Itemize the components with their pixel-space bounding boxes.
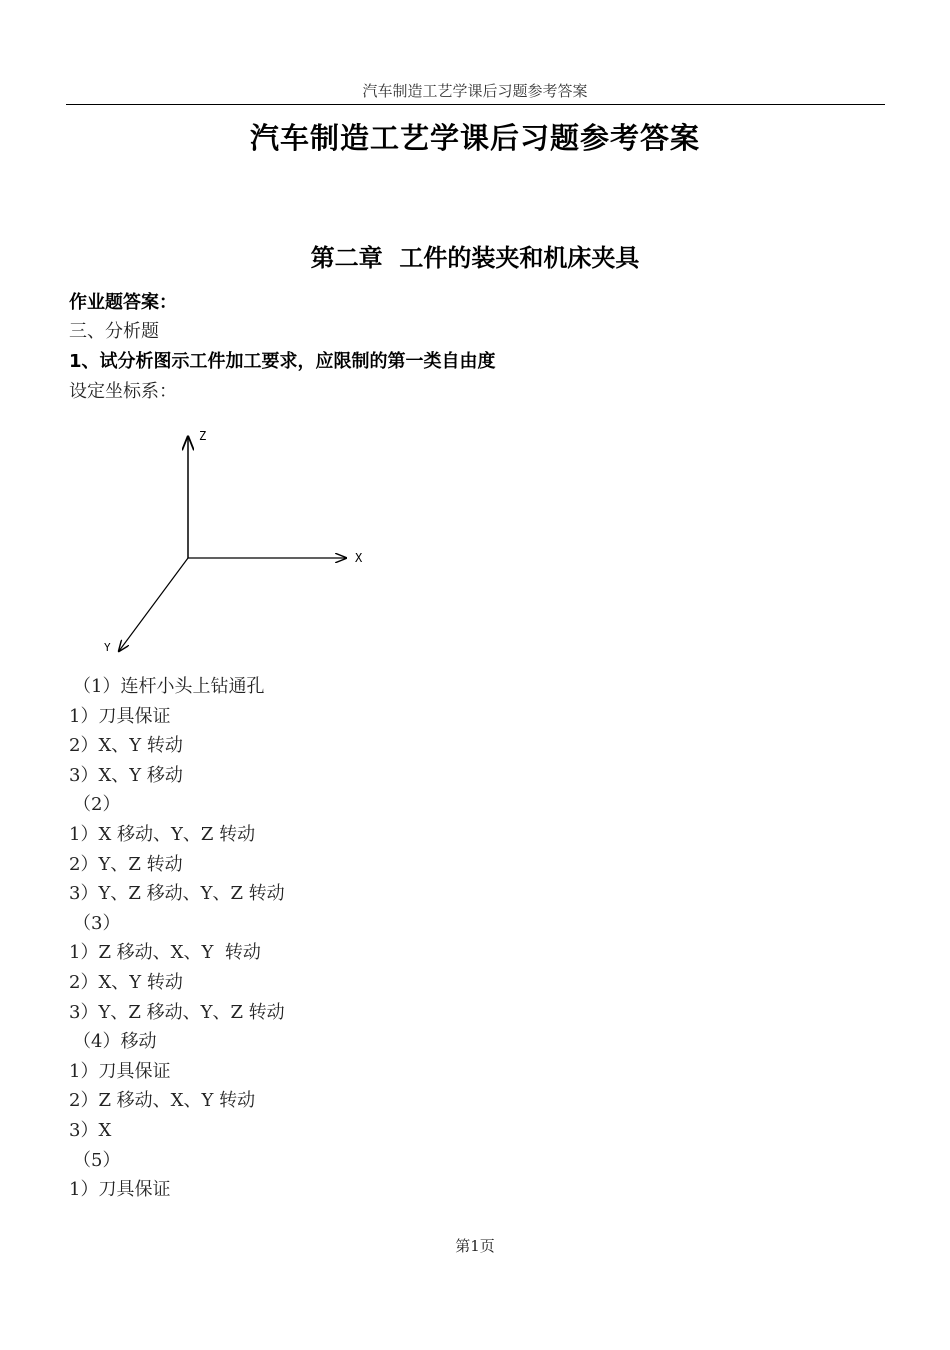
answer-item: 1）刀具保证 (69, 1179, 171, 1201)
y-axis-line (119, 558, 188, 651)
answer-subheading: （2） (73, 794, 121, 816)
answers-list (69, 672, 285, 1205)
z-axis-label: Z (199, 429, 207, 443)
coordinate-axes-figure (100, 425, 380, 660)
document-title: 汽车制造工艺学课后习题参考答案 (249, 121, 700, 155)
answer-subheading: （3） (73, 912, 121, 934)
answer-item: 3）X (69, 1119, 112, 1141)
header-rule (66, 104, 885, 105)
answer-item: 3）X、Y 移动 (69, 764, 183, 786)
x-axis-label: X (355, 551, 363, 565)
answer-item: 1）Z 移动、X、Y 转动 (69, 942, 261, 964)
answer-item: 1）X 移动、Y、Z 转动 (69, 823, 256, 845)
chapter-title: 第二章 工件的装夹和机床夹具 (310, 244, 640, 272)
section-heading: 三、分析题 (69, 321, 159, 342)
answer-item: 2）Y、Z 转动 (69, 853, 183, 875)
answer-subheading: （1）连杆小头上钻通孔 (73, 676, 265, 697)
answer-subheading: （5） (73, 1149, 121, 1171)
answer-item: 3）Y、Z 移动、Y、Z 转动 (69, 1001, 285, 1023)
answer-subheading: （4）移动 (73, 1031, 157, 1053)
question-heading: 1、试分析图示工件加工要求，应限制的第一类自由度 (69, 351, 496, 372)
page-number: 第1页 (455, 1237, 495, 1255)
answer-item: 3）Y、Z 移动、Y、Z 转动 (69, 883, 285, 905)
answer-item: 2）Z 移动、X、Y 转动 (69, 1090, 256, 1112)
coordinate-intro: 设定坐标系： (69, 381, 177, 402)
answer-item: 1）刀具保证 (69, 1060, 171, 1082)
answer-item: 2）X、Y 转动 (69, 971, 183, 993)
answer-item: 1）刀具保证 (69, 705, 171, 727)
homework-label: 作业题答案： (69, 292, 177, 313)
y-axis-label: Y (104, 641, 111, 654)
answer-item: 2）X、Y 转动 (69, 735, 183, 757)
running-header: 汽车制造工艺学课后习题参考答案 (362, 82, 588, 100)
